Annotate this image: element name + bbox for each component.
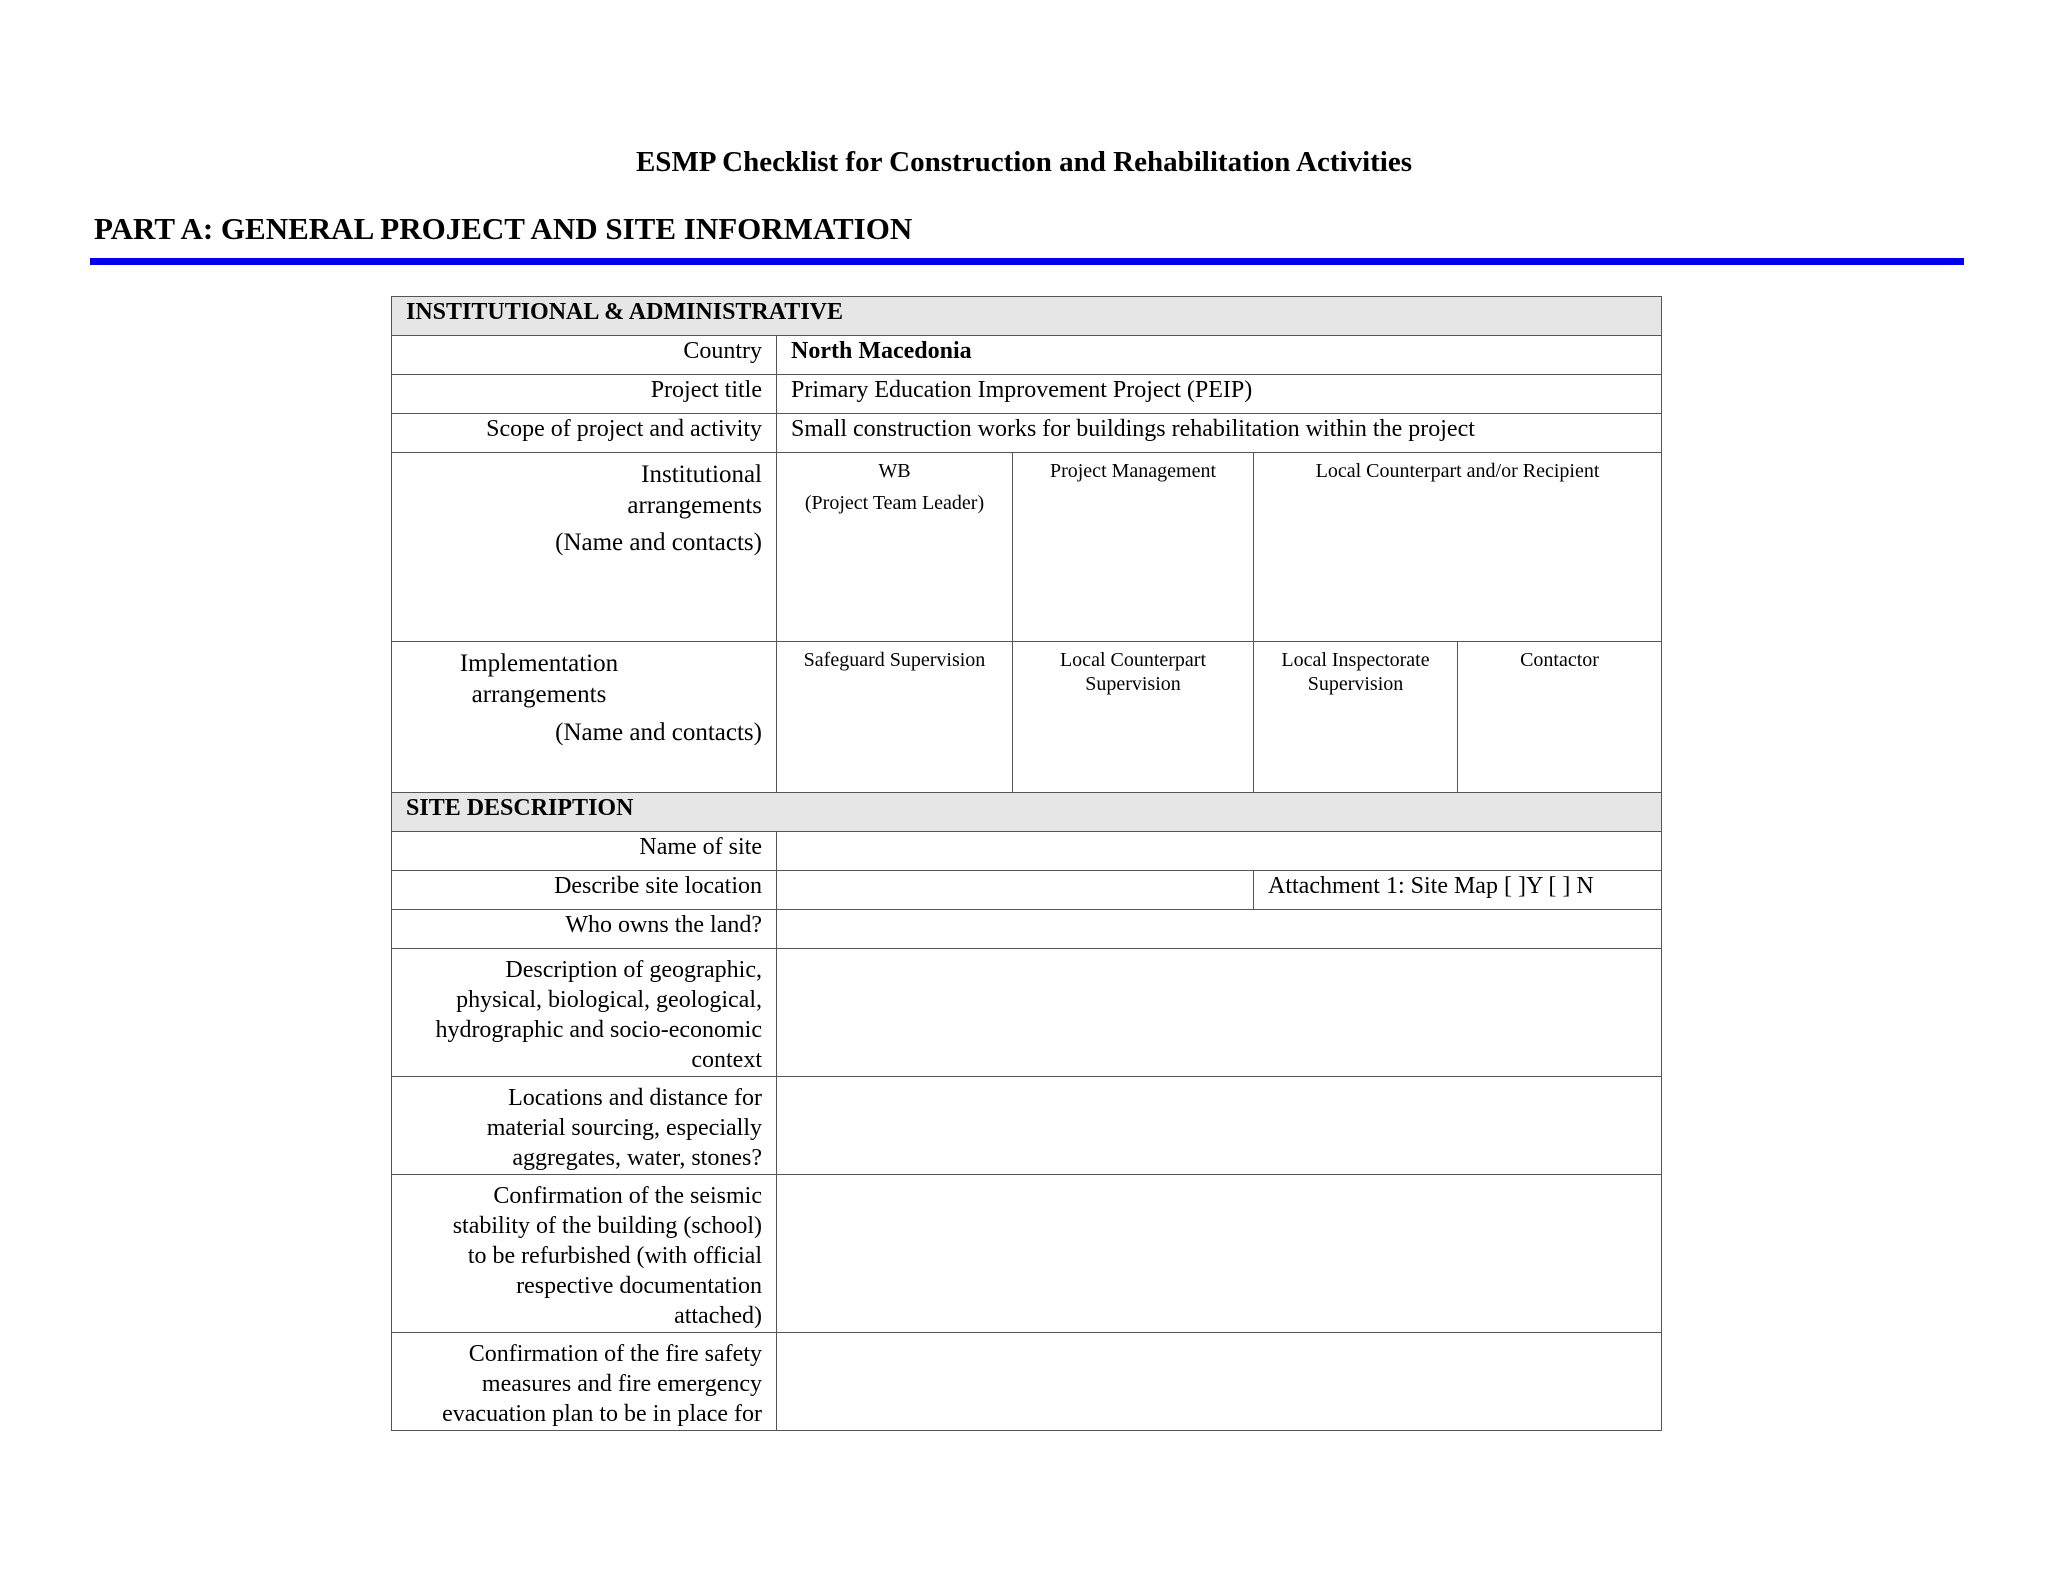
safeguard-supervision-label: Safeguard Supervision — [803, 649, 986, 671]
fire-line-2: measures and fire emergency — [481, 1371, 762, 1397]
fire-line-1: Confirmation of the fire safety — [468, 1341, 762, 1367]
contactor-label: Contactor — [1520, 649, 1599, 671]
land-owner-value[interactable] — [777, 910, 1662, 949]
scope-label: Scope of project and activity — [392, 414, 777, 453]
local-inspectorate-supervision-line-2: Supervision — [1307, 673, 1404, 695]
row-land-owner — [392, 910, 1662, 949]
fire-line-3: evacuation plan to be in place for — [442, 1401, 762, 1427]
seismic-stability-value[interactable] — [777, 1175, 1662, 1333]
local-counterpart-recipient-label: Local Counterpart and/or Recipient — [1315, 460, 1600, 482]
esmp-form-table — [391, 296, 1662, 1431]
project-management-label: Project Management — [1049, 460, 1217, 482]
row-project-title — [392, 375, 1662, 414]
material-sourcing-value[interactable] — [777, 1077, 1662, 1175]
fire-safety-value[interactable] — [777, 1333, 1662, 1431]
project-title-label: Project title — [392, 375, 777, 414]
wb-sub-label: (Project Team Leader) — [804, 492, 985, 514]
local-counterpart-supervision-line-2: Supervision — [1085, 673, 1181, 695]
local-inspectorate-supervision-cell[interactable] — [1254, 642, 1458, 793]
site-location-label: Describe site location — [392, 871, 777, 910]
impl-arr-line-1: Implementation — [459, 650, 619, 677]
local-counterpart-supervision-cell[interactable] — [1013, 642, 1254, 793]
context-description-value[interactable] — [777, 949, 1662, 1077]
seismic-line-3: to be refurbished (with official — [467, 1243, 762, 1269]
project-management-cell[interactable] — [1013, 453, 1254, 642]
site-location-value[interactable] — [777, 871, 1254, 910]
seismic-line-2: stability of the building (school) — [452, 1213, 762, 1239]
section-site-description — [392, 793, 1662, 832]
material-sourcing-label — [392, 1077, 777, 1175]
project-title-value[interactable]: Primary Education Improvement Project (PEIP) — [777, 375, 1662, 414]
scope-value[interactable]: Small construction works for buildings rehabilitation within the project — [777, 414, 1662, 453]
seismic-line-1: Confirmation of the seismic — [493, 1183, 762, 1209]
contactor-cell[interactable] — [1458, 642, 1662, 793]
material-line-3: aggregates, water, stones? — [512, 1145, 762, 1171]
inst-arr-line-2: arrangements — [627, 492, 762, 519]
geo-line-1: Description of geographic, — [505, 957, 762, 983]
seismic-stability-label — [392, 1175, 777, 1333]
local-counterpart-supervision-line-1: Local Counterpart — [1059, 649, 1207, 671]
row-material-sourcing — [392, 1077, 1662, 1175]
row-scope — [392, 414, 1662, 453]
part-a-heading: PART A: GENERAL PROJECT AND SITE INFORMATION — [94, 211, 913, 246]
inst-arr-line-1: Institutional — [641, 461, 762, 488]
seismic-line-4: respective documentation — [516, 1273, 762, 1299]
row-seismic-stability — [392, 1175, 1662, 1333]
site-map-attachment[interactable]: Attachment 1: Site Map [ ]Y [ ] N — [1254, 871, 1662, 910]
material-line-1: Locations and distance for — [508, 1085, 762, 1111]
country-label: Country — [392, 336, 777, 375]
row-country — [392, 336, 1662, 375]
row-fire-safety — [392, 1333, 1662, 1431]
seismic-line-5: attached) — [674, 1303, 762, 1329]
wb-cell[interactable] — [777, 453, 1013, 642]
site-name-value[interactable] — [777, 832, 1662, 871]
row-site-name — [392, 832, 1662, 871]
impl-arr-line-3: (Name and contacts) — [555, 719, 762, 746]
section-heading-site: SITE DESCRIPTION — [392, 793, 1662, 832]
inst-arr-line-3: (Name and contacts) — [555, 529, 762, 556]
implementation-arrangements-label — [392, 642, 777, 793]
context-description-label — [392, 949, 777, 1077]
section-heading-institutional: INSTITUTIONAL & ADMINISTRATIVE — [392, 297, 1662, 336]
land-owner-label: Who owns the land? — [392, 910, 777, 949]
site-name-label: Name of site — [392, 832, 777, 871]
document-title: ESMP Checklist for Construction and Rehabilitation Activities — [635, 146, 1413, 178]
row-context-description — [392, 949, 1662, 1077]
material-line-2: material sourcing, especially — [486, 1115, 762, 1141]
geo-line-4: context — [691, 1047, 762, 1073]
geo-line-2: physical, biological, geological, — [456, 987, 762, 1013]
geo-line-3: hydrographic and socio-economic — [435, 1017, 762, 1043]
section-institutional — [392, 297, 1662, 336]
row-institutional-arrangements — [392, 453, 1662, 642]
row-implementation-arrangements — [392, 642, 1662, 793]
institutional-arrangements-label — [392, 453, 777, 642]
local-inspectorate-supervision-line-1: Local Inspectorate — [1281, 649, 1430, 671]
wb-label: WB — [878, 460, 911, 482]
local-counterpart-recipient-cell[interactable] — [1254, 453, 1662, 642]
row-site-location — [392, 871, 1662, 910]
impl-arr-line-2: arrangements — [471, 681, 607, 708]
fire-safety-label — [392, 1333, 777, 1431]
safeguard-supervision-cell[interactable] — [777, 642, 1013, 793]
country-value[interactable]: North Macedonia — [777, 336, 1662, 375]
heading-rule — [90, 258, 1964, 265]
